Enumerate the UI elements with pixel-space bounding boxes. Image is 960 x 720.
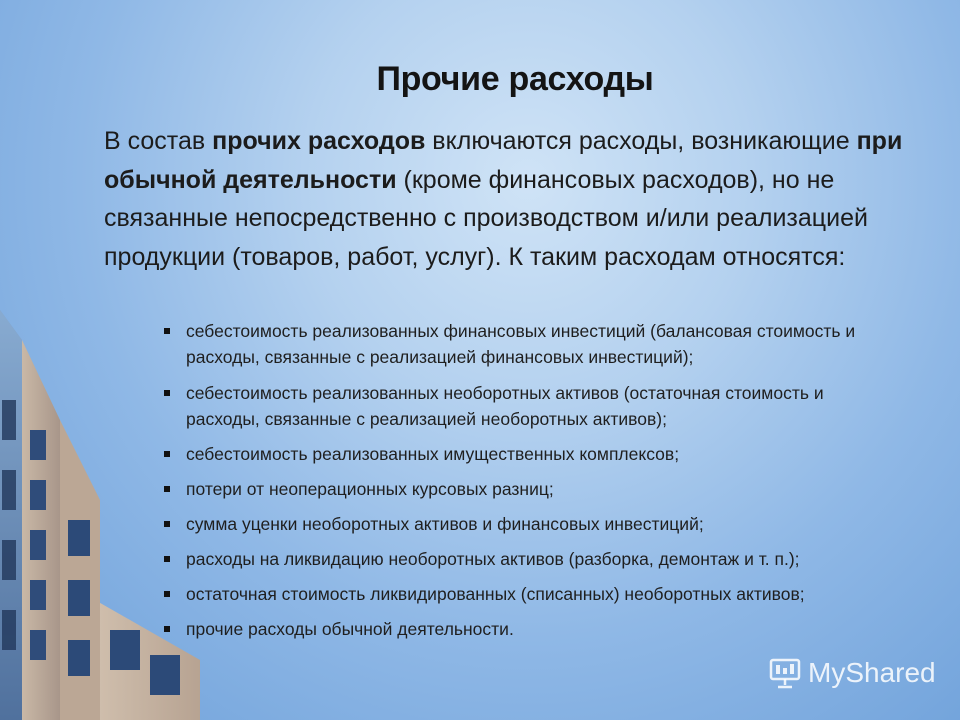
- intro-bold-1: прочих расходов: [212, 127, 426, 155]
- bullet-square-icon: [164, 626, 170, 632]
- bullet-item: [162, 511, 902, 537]
- bullet-square-icon: [164, 521, 170, 527]
- intro-text-3: (кроме финансовых расходов), но не связанные непосредственно с производством и/или реализацией продукции (товаров, работ, услуг). К таким расходам относятся:: [104, 165, 868, 271]
- bullet-text: потери от неоперационных курсовых разниц;: [186, 479, 554, 499]
- bullet-item: [162, 318, 902, 370]
- bullet-item: [162, 441, 902, 467]
- watermark-text: MyShared: [808, 657, 936, 688]
- intro-paragraph: [104, 122, 904, 276]
- intro-text-2: включаются расходы, возникающие: [425, 127, 857, 155]
- bullet-text: себестоимость реализованных необоротных активов (остаточная стоимость и расходы, связанные с реализацией необоротных активов);: [186, 383, 824, 429]
- presentation-board-icon: [768, 656, 802, 690]
- bullet-item: [162, 380, 902, 432]
- bullet-square-icon: [164, 390, 170, 396]
- bullet-item: [162, 476, 902, 502]
- watermark-logo: [768, 656, 936, 690]
- bullet-list: [162, 318, 902, 651]
- bullet-square-icon: [164, 591, 170, 597]
- bullet-text: расходы на ликвидацию необоротных активов (разборка, демонтаж и т. п.);: [186, 549, 800, 569]
- bullet-text: остаточная стоимость ликвидированных (списанных) необоротных активов;: [186, 584, 805, 604]
- bullet-square-icon: [164, 486, 170, 492]
- bullet-square-icon: [164, 556, 170, 562]
- bullet-item: [162, 546, 902, 572]
- bullet-square-icon: [164, 328, 170, 334]
- bullet-text: себестоимость реализованных финансовых инвестиций (балансовая стоимость и расходы, связанные с реализацией финансовых инвестиций);: [186, 321, 856, 367]
- slide-title: Прочие расходы: [376, 60, 654, 98]
- bullet-item: [162, 616, 902, 642]
- bullet-square-icon: [164, 451, 170, 457]
- intro-text-1: В состав: [104, 127, 213, 155]
- intro-bold-2: при обычной деятельности: [104, 127, 903, 194]
- bullet-item: [162, 581, 902, 607]
- bullet-text: прочие расходы обычной деятельности.: [186, 619, 514, 639]
- bullet-text: себестоимость реализованных имущественных комплексов;: [186, 444, 680, 464]
- bullet-text: сумма уценки необоротных активов и финансовых инвестиций;: [186, 514, 704, 534]
